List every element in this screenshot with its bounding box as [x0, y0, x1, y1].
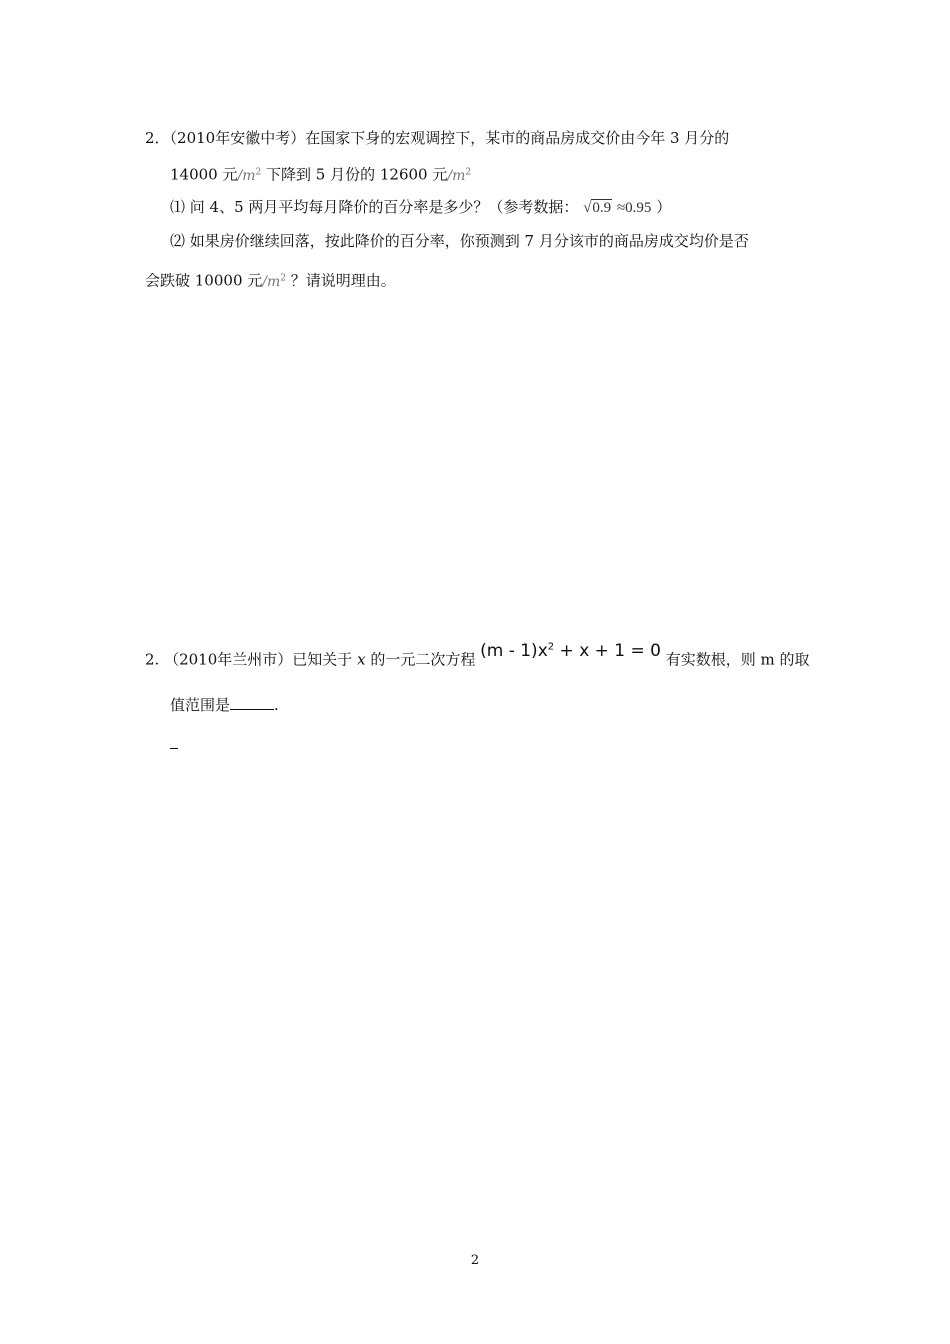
question2-text-2b: ？请说明理由。 [290, 271, 396, 290]
problem2-line2 [170, 695, 279, 715]
unit-per-sqm: $/m^2$ [237, 167, 262, 184]
approx-value: ≈0.95 [616, 200, 652, 216]
question1-close: ） [656, 198, 672, 216]
problem2-range-text: 值范围是 [170, 696, 231, 714]
problem2-line1 [145, 640, 810, 670]
question2-text-1: ⑵ 如果房价继续回落，按此降价的百分率，你预测到 7 月分该市的商品房成交均价是否 [170, 232, 749, 250]
unit-per-sqm-2: $/m^2$ [447, 167, 472, 184]
problem2-after: 有实数根，则 m 的取 [665, 650, 810, 669]
stray-underscore [170, 748, 178, 749]
problem2-mid: 的一元二次方程 [370, 650, 476, 669]
problem2-intro: （2010年兰州市）已知关于 [164, 650, 353, 669]
question1 [170, 197, 671, 218]
quadratic-equation: $(m - 1)x^2 + x + 1 = 0$ [480, 640, 661, 661]
price-start: 14000 元 [170, 165, 238, 184]
variable-x: x [357, 650, 366, 669]
sqrt-reference: √0.9 [583, 200, 612, 216]
price-mid-text: 下降到 5 月份的 12600 元 [266, 165, 448, 184]
problem1-number: 2． [145, 129, 170, 147]
problem2-period: . [274, 696, 279, 714]
problem1-line2 [170, 162, 471, 186]
problem2-number: 2. [145, 650, 160, 669]
problem1-line1 [145, 128, 729, 148]
question2-line2 [145, 268, 396, 292]
question1-text: ⑴ 问 4、5 两月平均每月降价的百分率是多少？（参考数据： [170, 198, 579, 216]
unit-per-sqm-3: $/m^2$ [262, 273, 286, 290]
question2-text-2a: 会跌破 10000 元 [145, 271, 263, 290]
question2-line1 [170, 231, 749, 251]
page-number: 2 [470, 1253, 480, 1268]
problem1-intro: （2010年安徽中考）在国家下身的宏观调控下，某市的商品房成交价由今年 3 月分的 [169, 129, 730, 147]
answer-blank [230, 695, 274, 710]
